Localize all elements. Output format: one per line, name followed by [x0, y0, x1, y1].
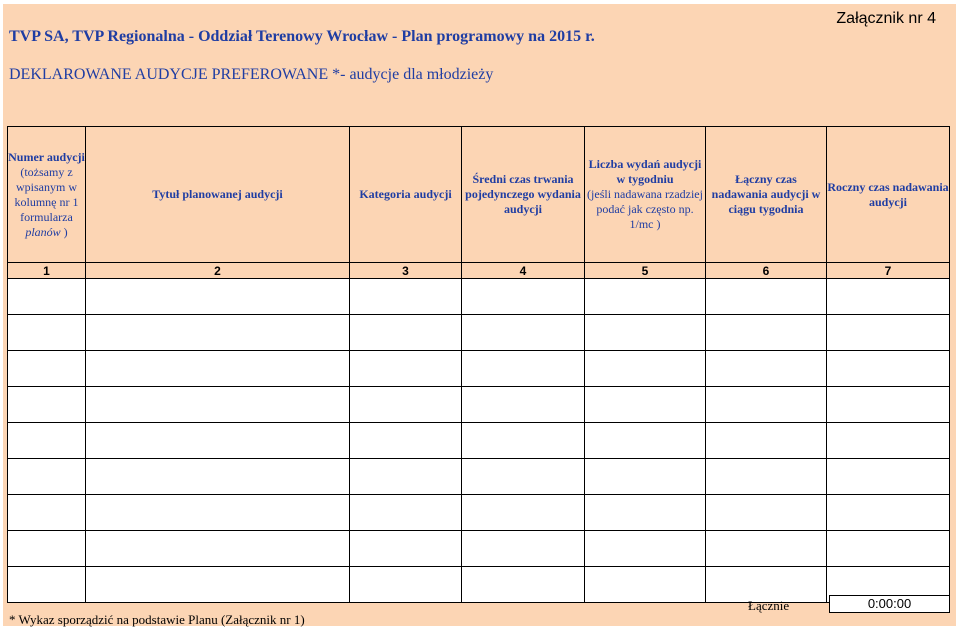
page-title: TVP SA, TVP Regionalna - Oddział Terenowy Wrocław - Plan programowy na 2015 r. [9, 28, 595, 45]
header-weekly-count-note: (jeśli nadawana rzadziej podać jak często np. 1/mc ) [587, 187, 703, 231]
table-row [8, 351, 950, 387]
table-cell[interactable] [585, 531, 706, 567]
table-row [8, 567, 950, 603]
header-weekly-total: Łączny czas nadawania audycji w ciągu tygodnia [706, 127, 827, 263]
table-cell[interactable] [86, 567, 350, 603]
table-cell[interactable] [827, 459, 950, 495]
table-cell[interactable] [827, 351, 950, 387]
header-program-number [8, 127, 86, 263]
table-cell[interactable] [8, 423, 86, 459]
table-cell[interactable] [462, 531, 585, 567]
table-cell[interactable] [462, 279, 585, 315]
table-cell[interactable] [8, 387, 86, 423]
header-program-number-title: Numer audycji [8, 149, 85, 164]
table-cell[interactable] [706, 279, 827, 315]
header-avg-duration: Średni czas trwania pojedynczego wydania audycji [462, 127, 585, 263]
column-number-row [8, 263, 950, 279]
table-row [8, 531, 950, 567]
table-cell[interactable] [827, 531, 950, 567]
header-program-number-close: ) [63, 224, 68, 239]
footnote: * Wykaz sporządzić na podstawie Planu (Załącznik nr 1) [9, 612, 305, 627]
table-cell[interactable] [462, 495, 585, 531]
plan-table [7, 126, 950, 603]
table-cell[interactable] [462, 315, 585, 351]
table-cell[interactable] [86, 495, 350, 531]
table-cell[interactable] [706, 495, 827, 531]
table-cell[interactable] [350, 567, 462, 603]
table-cell[interactable] [350, 351, 462, 387]
table-cell[interactable] [462, 459, 585, 495]
total-value: 0:00:00 [829, 595, 950, 613]
table-cell[interactable] [462, 387, 585, 423]
column-number: 5 [585, 263, 706, 279]
table-cell[interactable] [706, 459, 827, 495]
table-cell[interactable] [86, 531, 350, 567]
page-subtitle: DEKLAROWANE AUDYCJE PREFEROWANE *- audycje dla młodzieży [9, 66, 494, 83]
table-cell[interactable] [350, 495, 462, 531]
table-cell[interactable] [585, 495, 706, 531]
table-cell[interactable] [86, 423, 350, 459]
column-number: 3 [350, 263, 462, 279]
table-cell[interactable] [585, 351, 706, 387]
table-cell[interactable] [706, 351, 827, 387]
table-cell[interactable] [8, 567, 86, 603]
table-cell[interactable] [706, 423, 827, 459]
total-label: Łącznie [748, 598, 790, 613]
table-cell[interactable] [350, 423, 462, 459]
table-row [8, 423, 950, 459]
column-number: 7 [827, 263, 950, 279]
table-cell[interactable] [8, 315, 86, 351]
table-cell[interactable] [8, 279, 86, 315]
table-cell[interactable] [462, 567, 585, 603]
table-cell[interactable] [706, 315, 827, 351]
column-number: 1 [8, 263, 86, 279]
table-cell[interactable] [462, 351, 585, 387]
table-cell[interactable] [8, 459, 86, 495]
table-cell[interactable] [86, 459, 350, 495]
header-program-title: Tytuł planowanej audycji [86, 127, 350, 263]
table-row [8, 495, 950, 531]
table-cell[interactable] [8, 495, 86, 531]
table-cell[interactable] [8, 531, 86, 567]
table-row [8, 459, 950, 495]
table-cell[interactable] [86, 315, 350, 351]
table-row [8, 279, 950, 315]
table-cell[interactable] [585, 567, 706, 603]
column-number: 4 [462, 263, 585, 279]
table-cell[interactable] [8, 351, 86, 387]
table-cell[interactable] [585, 315, 706, 351]
column-number: 6 [706, 263, 827, 279]
table-cell[interactable] [585, 459, 706, 495]
table-cell[interactable] [706, 531, 827, 567]
table-cell[interactable] [827, 315, 950, 351]
header-weekly-count-title: Liczba wydań audycji w tygodniu [588, 157, 702, 186]
table-cell[interactable] [585, 423, 706, 459]
table-cell[interactable] [827, 279, 950, 315]
table-row [8, 387, 950, 423]
header-category: Kategoria audycji [350, 127, 462, 263]
table-cell[interactable] [585, 279, 706, 315]
table-cell[interactable] [706, 387, 827, 423]
table-cell[interactable] [350, 531, 462, 567]
column-number: 2 [86, 263, 350, 279]
table-cell[interactable] [350, 459, 462, 495]
table-cell[interactable] [827, 387, 950, 423]
table-cell[interactable] [462, 423, 585, 459]
table-cell[interactable] [585, 387, 706, 423]
table-cell[interactable] [350, 279, 462, 315]
header-weekly-count [585, 127, 706, 263]
annex-label: Załącznik nr 4 [836, 10, 936, 27]
table-cell[interactable] [350, 387, 462, 423]
table-cell[interactable] [86, 279, 350, 315]
table-cell[interactable] [827, 495, 950, 531]
table-cell[interactable] [827, 423, 950, 459]
header-program-number-note: (tożsamy z wpisanym w kolumnę nr 1 formularza [14, 164, 79, 224]
table-header-row [8, 127, 950, 263]
table-cell[interactable] [86, 387, 350, 423]
header-annual-total: Roczny czas nadawania audycji [827, 127, 950, 263]
table-row [8, 315, 950, 351]
header-program-number-plans: planów [25, 224, 61, 239]
worksheet [3, 4, 956, 626]
table-cell[interactable] [86, 351, 350, 387]
table-cell[interactable] [350, 315, 462, 351]
